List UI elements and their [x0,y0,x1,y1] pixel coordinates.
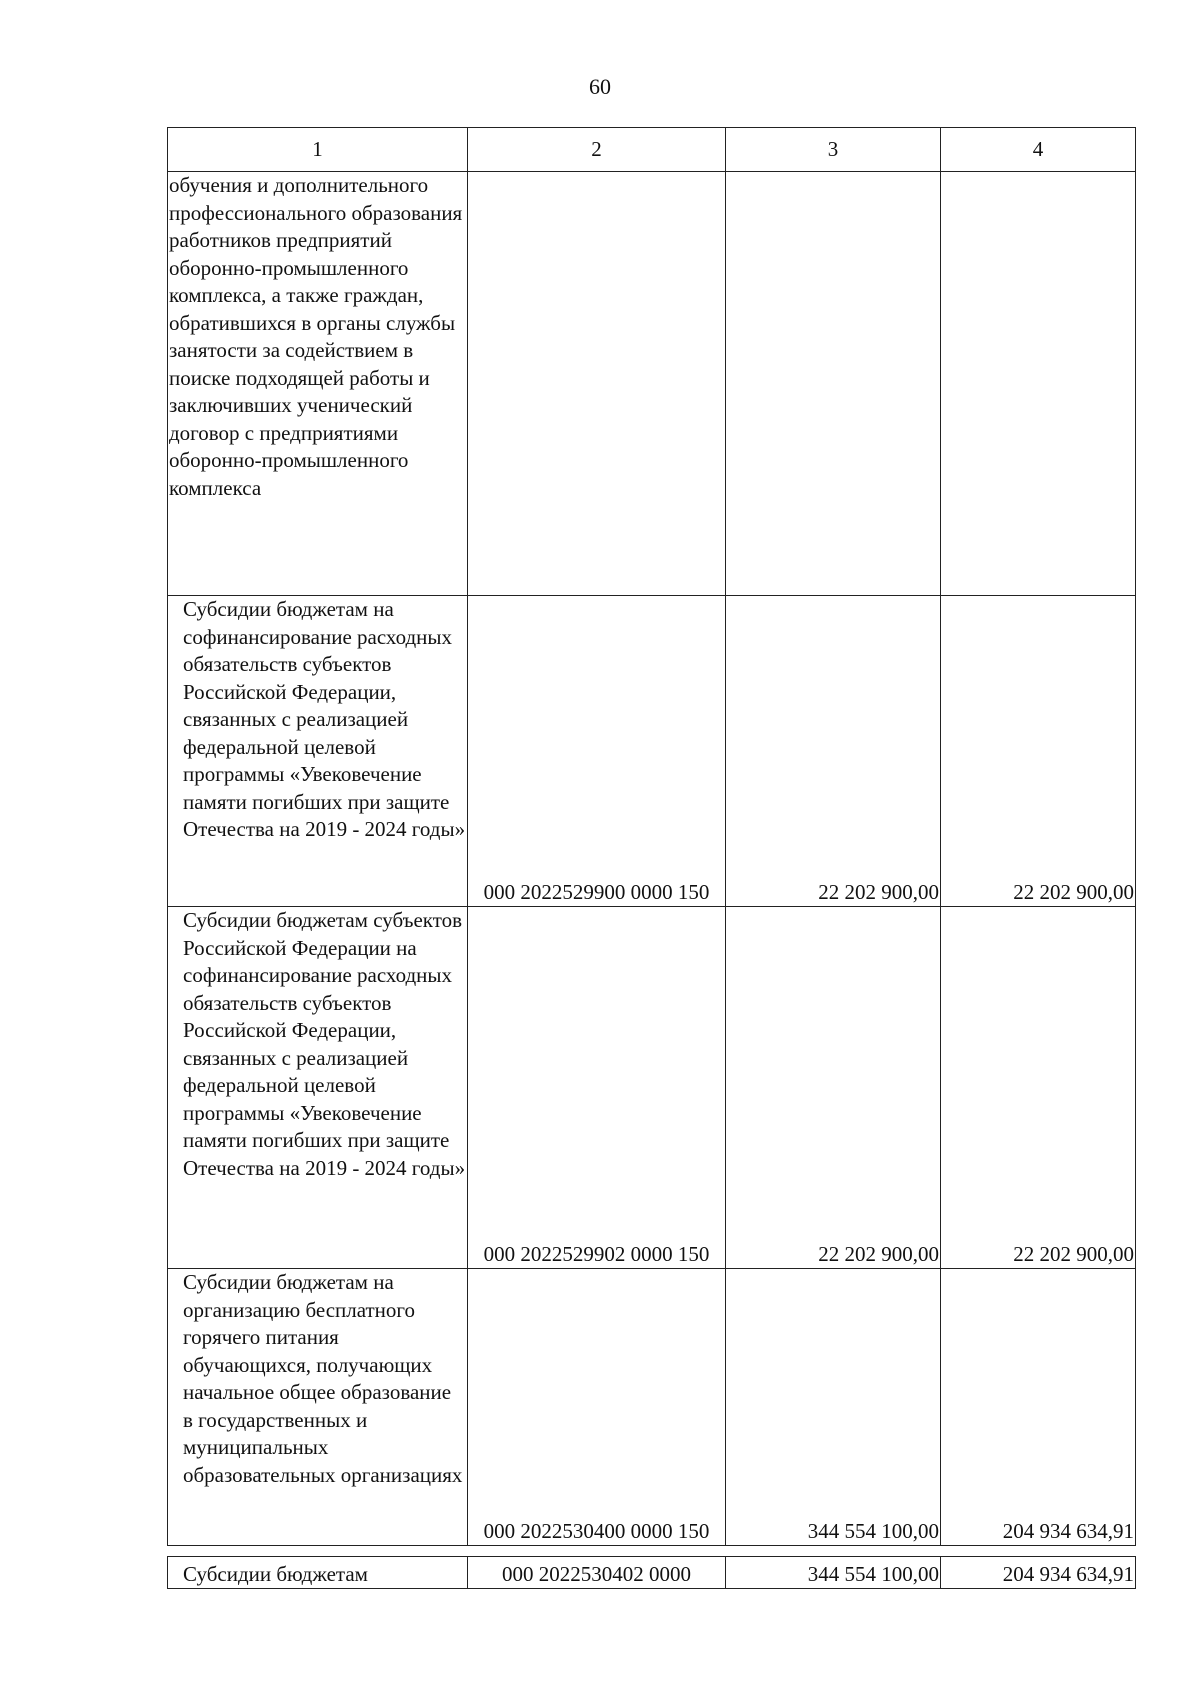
page-number: 60 [589,74,611,99]
description-text: Субсидии бюджетам на организацию бесплатного горячего питания обучающихся, получающих начальное общее образование в государственных и муниципальных образовательных организациях [183,1270,463,1487]
table-row [168,1269,1136,1546]
table-row [168,172,1136,596]
column-header-4: 4 [941,128,1136,172]
row-description [168,907,468,1269]
row-code: 000 2022530400 0000 150 [468,1269,726,1546]
row-planned [726,172,941,596]
gap-cell [168,1546,468,1557]
description-text: Субсидии бюджетам субъектов Российской Федерации на софинансирование расходных обязательств субъектов Российской Федерации, связанных с реализацией федеральной целевой программы «Увековечение памяти погибших при защите Отечества на 2019 - 2024 годы» [183,908,466,1180]
description-text: Субсидии бюджетам на софинансирование расходных обязательств субъектов Российской Федерации, связанных с реализацией федеральной целевой программы «Увековечение памяти погибших при защите Отечества на 2019 - 2024 годы» [183,597,466,841]
row-executed: 204 934 634,91 [941,1269,1136,1546]
row-description [168,1269,468,1546]
row-description [168,172,468,596]
column-header-3: 3 [726,128,941,172]
row-planned: 344 554 100,00 [726,1269,941,1546]
row-executed [941,172,1136,596]
row-planned: 22 202 900,00 [726,907,941,1269]
gap-cell [941,1546,1136,1557]
row-gap [168,1546,1136,1557]
row-code: 000 2022530402 0000 [468,1557,726,1589]
row-code: 000 2022529902 0000 150 [468,907,726,1269]
description-text: Субсидии бюджетам [183,1561,368,1586]
row-description [168,1557,468,1589]
table-row [168,596,1136,907]
row-planned: 22 202 900,00 [726,596,941,907]
row-planned: 344 554 100,00 [726,1557,941,1589]
description-text: обучения и дополнительного профессионального образования работников предприятий оборонно-промышленного комплекса, а также граждан, обратившихся в органы службы занятости за содействием в поиске подходящей работы и заключивших ученический договор с предприятиями оборонно-промышленного комплекса [169,173,463,500]
row-code [468,172,726,596]
column-header-2: 2 [468,128,726,172]
row-executed: 22 202 900,00 [941,596,1136,907]
table-row [168,907,1136,1269]
budget-table [167,127,1136,1589]
gap-cell [468,1546,726,1557]
row-description [168,596,468,907]
header-row [168,128,1136,172]
row-executed: 22 202 900,00 [941,907,1136,1269]
table-row [168,1557,1136,1589]
gap-cell [726,1546,941,1557]
column-header-1: 1 [168,128,468,172]
row-executed: 204 934 634,91 [941,1557,1136,1589]
row-code: 000 2022529900 0000 150 [468,596,726,907]
